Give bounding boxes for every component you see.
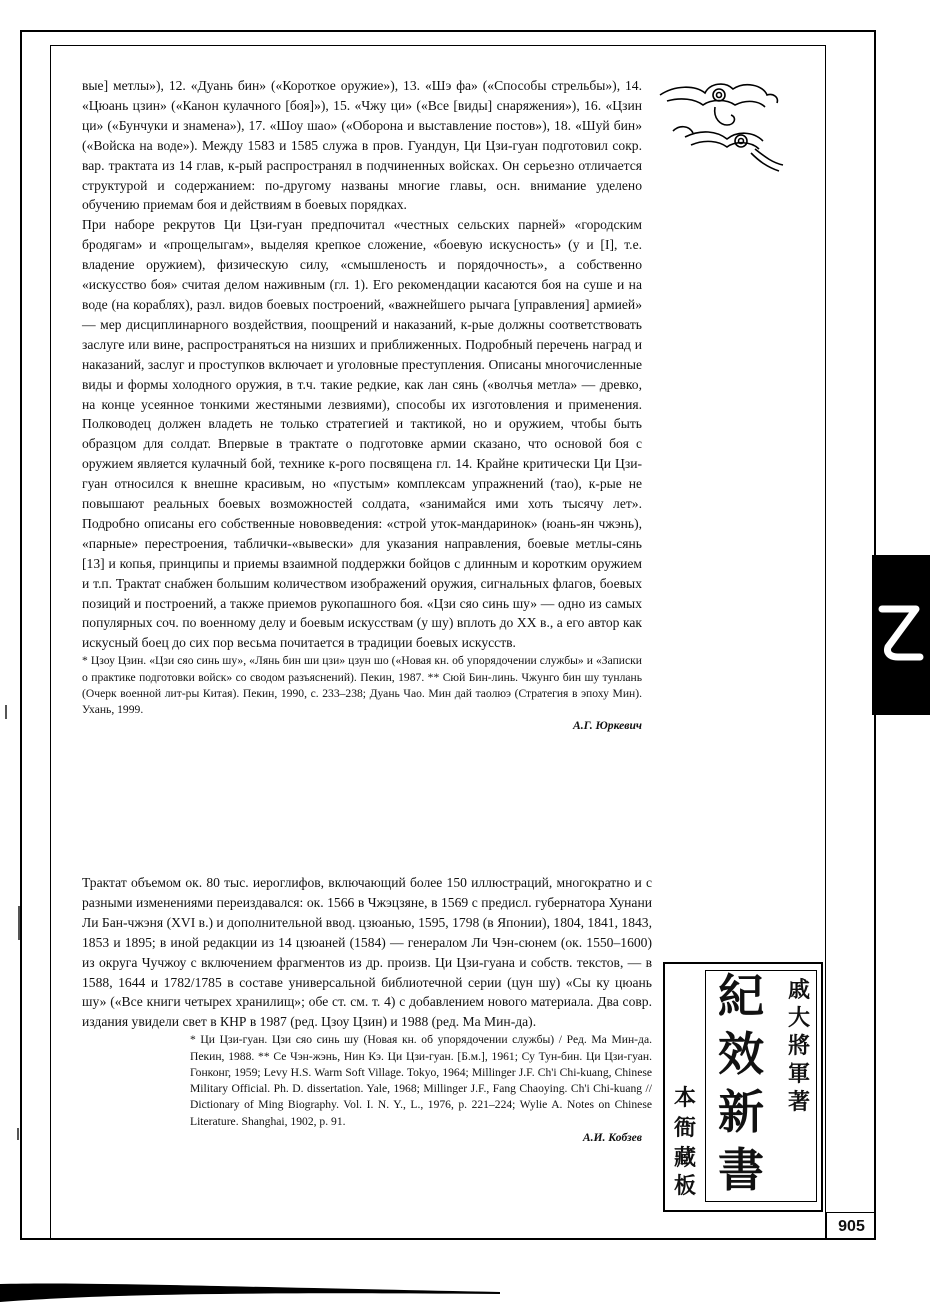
seal-col-char: 著 (787, 1090, 810, 1115)
paragraph: При наборе рекрутов Ци Цзи-гуан предпочитал «честных сельских парней» «городским бродягам» и «прощелыгам», выделяя крепкое сложение, «боевую искусность» (у и [I], т.е. владение оружием), физическую силу, «смышленость и порядочность», а собственно «искусство боя» считая делом наживным (гл. 1). Его рекомендации касаются боя на суше и на воде (на кораблях), разл. видов боевых построений, «важнейшего рычага [управления] армией» — мер дисциплинарного воздействия, поощрений и наказаний, к-рые должны соответствовать заслуге или вине, распространяться на низших и приближенных. Подробный перечень наград и наказаний, заслуг и проступков включает и уголовные преступления. Описаны многочисленные виды и формы холодного оружия, в т.ч. такие редкие, как лан сянь («волчья метла» — древко, на конце усеянное тонкими жестяными лезвиями), способы их изготовления и применения. Полководец должен владеть не только стратегией и тактикой, но и оружием, чтобы быть образцом для солдат. Впервые в трактате о подготовке армии сказано, что основой боя с оружием является кулачный бой, технике к-рого посвящена гл. 14. Крайне критически Ци Цзи-гуан относился к внешне красивым, но «пустым» комплексам упражнений (тао), к-рые не повышают реальных боевых возможностей солдата, «занимайся ими хоть тысячу лет». Подробно описаны его собственные нововведения: «строй уток-мандаринок» (юань-ян чжэнь), «парные» перестроения, таблички-«вывески» для указания направления, боевые метлы-сянь [13] и копья, принципы и приемы взаимной поддержки бойцов с длинным и коротким оружием и т.п. Трактат снабжен большим количеством изображений оружия, сигнальных флагов, боевых позиций и построений, а также приемов рукопашного боя. «Цзи сяо синь шу» — одно из самых популярных соч. по военному делу и боевым искусствам (у шу) вплоть до XX в., а его автор как искусный боец до сих пор весьма почитается в традиции боевых искусств. (82, 217, 642, 651)
author-signature: А.И. Кобзев (582, 1131, 642, 1145)
seal-col-char: 戚 (787, 978, 810, 1003)
seal-big-char: 新 (718, 1085, 764, 1139)
paragraph: вые] метлы»), 12. «Дуань бин» («Короткое оружие»), 13. «Шэ фа» («Способы стрельбы»), 14. «Цюань цзин» («Канон кулачного [боя]»), 15. «Чжу ци» («Все [виды] снаряжения»), 16. «Цзин ци» («Бунчуки и знамена»), 17. «Шоу шао» («Оборона и выставление постов»), 18. «Шуй бин» («Войска на воде»). Между 1583 и 1585 служа в пров. Гуандун, Ци Цзи-гуан подготовил сокр. вар. трактата из 14 глав, к-рый распространял в подчиненных войсках. Он серьезно отличается структурой и содержанием: по-другому названы многие главы, осн. внимание уделено обучению приемам боя и действиям в боевых порядках. (82, 78, 642, 213)
article-block-2 (82, 873, 652, 1146)
seal-col-char: 大 (787, 1006, 810, 1031)
seal-col-char: 衙 (673, 1116, 696, 1141)
references: * Ци Цзи-гуан. Цзи сяо синь шу (Новая кн. об упорядочении службы) / Ред. Ма Мин-да. Пекин, 1988. ** Се Чэн-жэнь, Нин Кэ. Ци Цзи-гуан. [Б.м.], 1961; Су Тун-бин. Ци Цзи-гуан. Гонконг, 1959; Levy H.S. Warm Soft Village. Tokyo, 1964; Millinger J.F. Ch'i Chi-kuang, Chinese Military Official. Ph. D. dissertation. Yale, 1968; Millinger J.F., Fang Chaoying. Ch'i Chi-kuang // Dictionary of Ming Biography. Vol. I. N. Y., L., 1976, p. 221–224; Wylie A. Notes on Chinese Literature. Shanghai, 1902, p. 91. (190, 1033, 652, 1128)
paragraph: Трактат объемом ок. 80 тыс. иероглифов, включающий более 150 иллюстраций, многократно и с разными изменениями переиздавался: ок. 1566 в Чжэцзяне, в 1569 с предисл. губернатора Хунани Ли Бан-чжэня (XVI в.) и дополнительной ввод. цзюанью, 1595, 1798 (в Японии), 1804, 1841, 1843, 1853 и 1895; в иной редакции из 14 цзюаней (1584) — генералом Ли Чэн-сюнем (ок. 1550–1600) из округа Чучжоу с включением фрагментов из др. произв. Ци Цзи-гуана и собств. текстов, — в 1588, 1644 и 1782/1785 в составе универсальной библиотечной серии (цун шу) «Сы ку цюань шу» («Все книги четырех хранилищ»; обе ст. см. т. 4) с добавлением нового материала. Два совр. издания увидели свет в КНР в 1987 (ред. Цзоу Цзин) и 1988 (ред. Ма Мин-да). (82, 875, 652, 1030)
seal-col-char: 本 (673, 1086, 696, 1111)
scan-artifact (18, 906, 20, 940)
tab-glyph-icon (878, 603, 924, 665)
scan-edge-shadow (0, 1280, 500, 1305)
scan-artifact (17, 1128, 19, 1140)
scan-artifact (5, 705, 7, 719)
author-signature: А.Г. Юркевич (573, 719, 642, 733)
article-block-1 (82, 76, 642, 734)
seal-big-char: 效 (718, 1027, 764, 1081)
cloud-ornament-icon (655, 75, 785, 195)
book-title-seal (663, 962, 823, 1212)
seal-col-char: 軍 (787, 1062, 810, 1087)
references: * Цзоу Цзин. «Цзи сяо синь шу», «Лянь бин ши цзи» цзун шо («Новая кн. об упорядочении службы» и «Записки о практике подготовки войск» со сводом разъяснений). Пекин, 1987. ** Сюй Бин-линь. Чжунго бин шу тунлань (Очерк военной лит-ры Китая). Пекин, 1990, с. 233–238; Дуань Чао. Мин дай таолюэ (Стратегия в эпоху Мин). Ухань, 1999. (82, 654, 642, 717)
seal-col-char: 板 (673, 1174, 696, 1199)
seal-col-char: 藏 (673, 1146, 696, 1171)
seal-col-char: 將 (787, 1034, 810, 1059)
seal-big-char: 紀 (718, 969, 764, 1023)
page-number: 905 (826, 1212, 876, 1240)
seal-big-char: 書 (718, 1143, 764, 1197)
section-tab (872, 555, 930, 715)
